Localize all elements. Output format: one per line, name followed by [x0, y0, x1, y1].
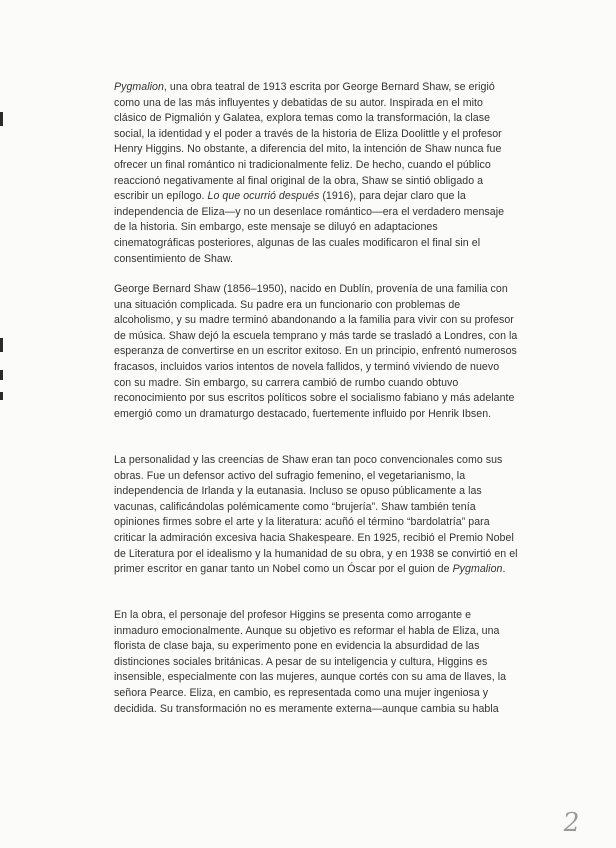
page-number: 2 — [560, 808, 582, 838]
paragraph-1 — [114, 80, 518, 267]
paragraph-4 — [114, 608, 518, 717]
paragraph-3 — [114, 453, 518, 578]
scan-edge-mark — [0, 112, 3, 126]
paragraph-text: La personalidad y las creencias de Shaw eran tan poco convencionales como sus obras. Fue un defensor activo del sufragio femenino, el vegetarianismo, la independencia de Irlanda y la eutanasia. Incluso se opuso públicamente a las vacunas, calificándolas polémicamente como “brujería”. Shaw también tenía opiniones firmes sobre el arte y la literatura: acuñó el término “bardolatría” para criticar la admiración excesiva hacia Shakespeare. En 1925, recibió el Premio Nobel de Literatura por el idealismo y la humanidad de su obra, y en 1938 se convirtió en el primer escritor en ganar tanto un Nobel como un Óscar por el guion de — [114, 454, 518, 576]
scan-edge-mark — [0, 392, 3, 400]
epilogue-title: Lo que ocurrió después — [207, 190, 320, 203]
scan-edge-mark — [0, 338, 3, 352]
play-title: Pygmalion — [114, 81, 164, 93]
paragraph-text: , una obra teatral de 1913 escrita por George Bernard Shaw, se erigió como una de las más influyentes y debatidas de su autor. Inspirada en el mito clásico de Pigmalión y Galatea, explora temas como la transformación, la clase social, la identidad y el poder a través de la historia de Eliza Doolittle y el profesor Henry Higgins. No obstante, a diferencia del mito, la intención de Shaw nunca fue ofrecer un final romántico ni tradicionalmente feliz. De hecho, cuando el público reaccionó negativamente al final original de la obra, Shaw se sintió obligado a escribir un epílogo. — [114, 81, 502, 203]
paragraph-text: George Bernard Shaw (1856–1950), nacido en Dublín, provenía de una familia con una situación complicada. Su padre era un funcionario con problemas de alcoholismo, y su madre terminó abandonando a la familia para vivir con su profesor de música. Shaw dejó la escuela temprano y más tarde se trasladó a Londres, con la esperanza de convertirse en un escritor exitoso. En un principio, enfrentó numerosos fracasos, incluidos varios intentos de novela fallidos, y terminó viviendo de nuevo con su madre. Sin embargo, su carrera cambió de rumbo cuando obtuvo reconocimiento por sus escritos políticos sobre el socialismo fabiano y más adelante emergió como un dramaturgo destacado, fuertemente influido por Henrik Ibsen. — [114, 283, 518, 420]
paragraph-text: En la obra, el personaje del profesor Higgins se presenta como arrogante e inmaduro emocionalmente. Aunque su objetivo es reformar el habla de Eliza, una florista de clase baja, su experimento pone en evidencia la absurdidad de las distinciones sociales británicas. A pesar de su inteligencia y cultura, Higgins es insensible, especialmente con las mujeres, aunque cortés con su ama de llaves, la señora Pearce. Eliza, en cambio, es representada como una mujer ingeniosa y decidida. Su transformación no es meramente externa—aunque cambia su habla — [114, 609, 507, 715]
paragraph-text: (1916), para dejar claro que la independencia de Eliza—y no un desenlace romántico—era el verdadero mensaje de la historia. Sin embargo, este mensaje se diluyó en adaptaciones cinematográficas posteriores, algunas de las cuales modificaron el final sin el consentimiento de Shaw. — [114, 190, 505, 265]
paragraph-end: . — [502, 563, 506, 576]
scan-edge-mark — [0, 370, 3, 380]
paragraph-2 — [114, 282, 518, 422]
play-title: Pygmalion — [452, 563, 503, 576]
